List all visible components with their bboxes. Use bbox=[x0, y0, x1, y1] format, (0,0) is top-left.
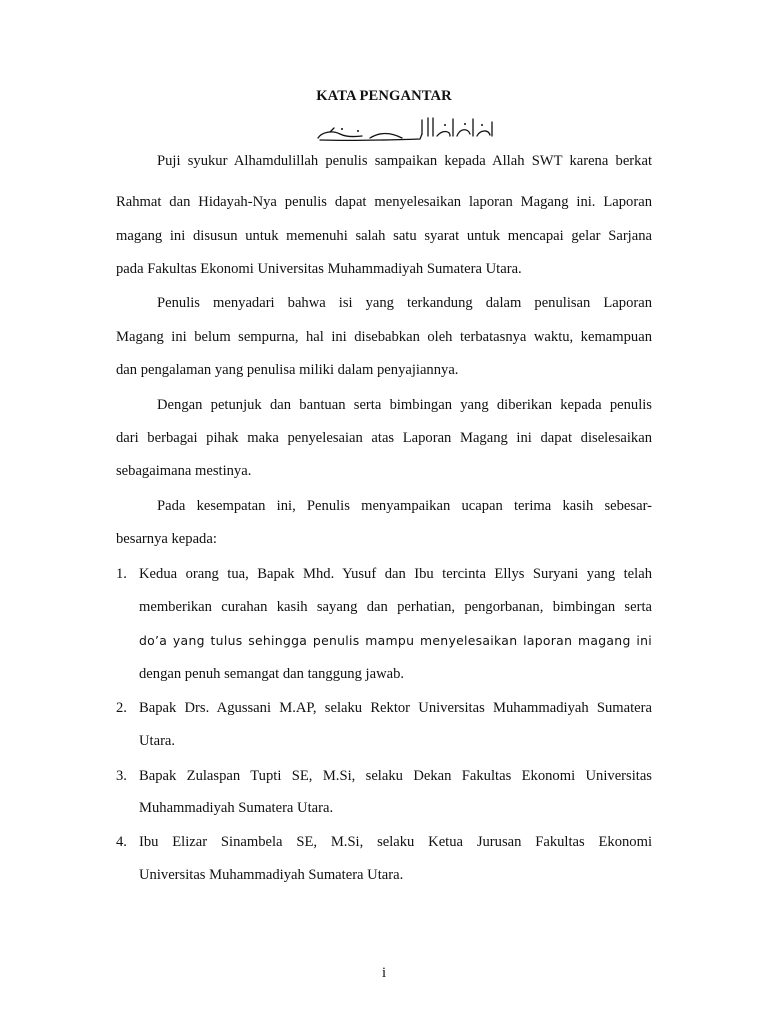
body-text-line: Dengan petunjuk dan bantuan serta bimbingan yang diberikan kepada penulis bbox=[157, 397, 652, 413]
list-item-number: 2. bbox=[116, 700, 127, 716]
list-item-number: 4. bbox=[116, 834, 127, 850]
body-text-line: Puji syukur Alhamdulillah penulis sampaikan kepada Allah SWT karena berkat bbox=[157, 153, 652, 169]
body-text-line: dari berbagai pihak maka penyelesaian atas Laporan Magang ini dapat diselesaikan bbox=[116, 430, 652, 446]
list-item-number: 1. bbox=[116, 566, 127, 582]
body-text-line: besarnya kepada: bbox=[116, 531, 217, 547]
body-text-line: Pada kesempatan ini, Penulis menyampaikan ucapan terima kasih sebesar- bbox=[157, 498, 652, 514]
list-item-number: 3. bbox=[116, 768, 127, 784]
body-text-line: magang ini disusun untuk memenuhi salah satu syarat untuk mencapai gelar Sarjana bbox=[116, 228, 652, 244]
list-item-line: Universitas Muhammadiyah Sumatera Utara. bbox=[139, 867, 404, 883]
list-item-line: do’a yang tulus sehingga penulis mampu menyelesaikan laporan magang ini bbox=[139, 633, 652, 648]
body-text-line: pada Fakultas Ekonomi Universitas Muhammadiyah Sumatera Utara. bbox=[116, 261, 522, 277]
list-item-line: dengan penuh semangat dan tanggung jawab. bbox=[139, 666, 405, 682]
list-item-line: memberikan curahan kasih sayang dan perhatian, pengorbanan, bimbingan serta bbox=[139, 599, 652, 615]
body-text-line: sebagaimana mestinya. bbox=[116, 463, 252, 479]
list-item-line: Kedua orang tua, Bapak Mhd. Yusuf dan Ibu tercinta Ellys Suryani yang telah bbox=[139, 566, 652, 582]
body-text-line: Magang ini belum sempurna, hal ini disebabkan oleh terbatasnya waktu, kemampuan bbox=[116, 329, 652, 345]
list-item-line: Bapak Zulaspan Tupti SE, M.Si, selaku Dekan Fakultas Ekonomi Universitas bbox=[139, 768, 652, 784]
list-item-line: Utara. bbox=[139, 733, 176, 749]
list-item-line: Muhammadiyah Sumatera Utara. bbox=[139, 800, 334, 816]
list-item-line: Ibu Elizar Sinambela SE, M.Si, selaku Ketua Jurusan Fakultas Ekonomi bbox=[139, 834, 652, 850]
body-text-line: Penulis menyadari bahwa isi yang terkandung dalam penulisan Laporan bbox=[157, 295, 652, 311]
body-text-line: dan pengalaman yang penulisa miliki dalam penyajiannya. bbox=[116, 362, 459, 378]
body-text-line: Rahmat dan Hidayah-Nya penulis dapat menyelesaikan laporan Magang ini. Laporan bbox=[116, 194, 652, 210]
page-number: i bbox=[381, 965, 387, 981]
basmalah-calligraphy bbox=[310, 114, 500, 144]
list-item-line: Bapak Drs. Agussani M.AP, selaku Rektor Universitas Muhammadiyah Sumatera bbox=[139, 700, 652, 716]
page-title: KATA PENGANTAR bbox=[316, 88, 452, 104]
